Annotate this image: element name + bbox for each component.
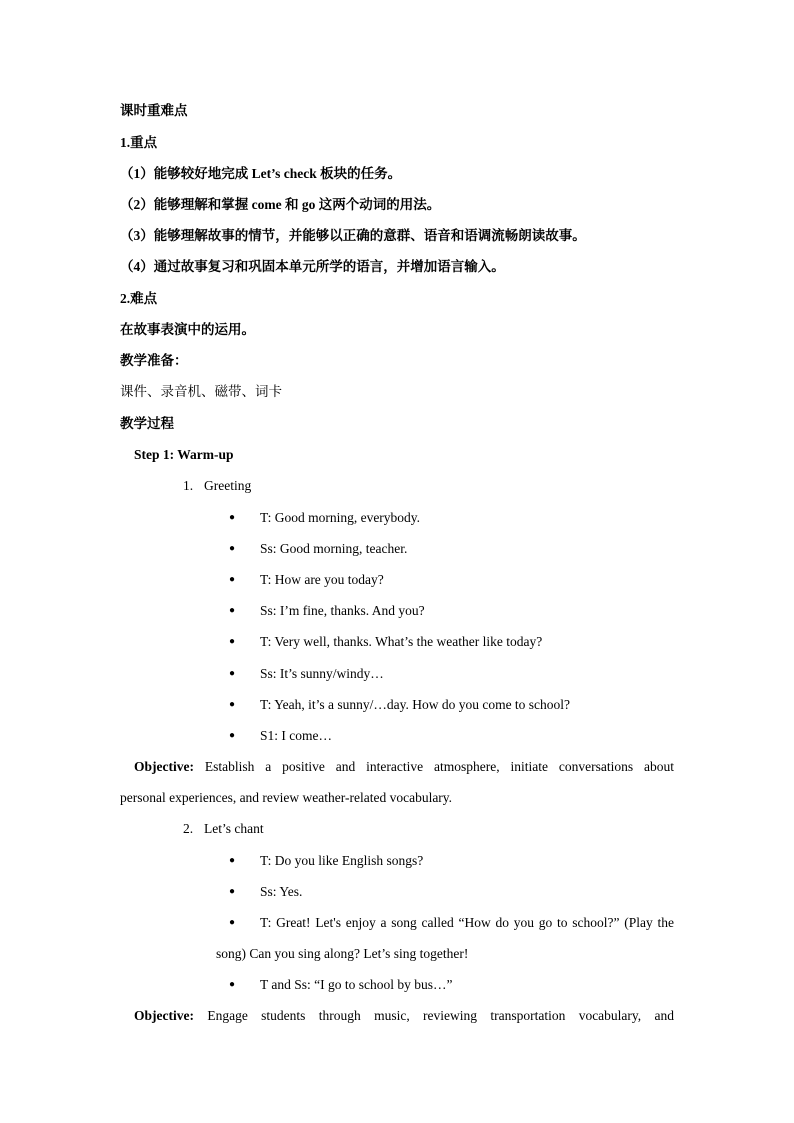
objective-label: Objective: [134, 759, 194, 774]
dialogue-line: T: Yeah, it’s a sunny/…day. How do you come to school? [260, 697, 571, 712]
chant-line: T: Do you like English songs? [260, 853, 424, 868]
key-points-title: 1.重点 [120, 135, 158, 150]
objective2-line1 [134, 1008, 674, 1024]
objective-text: Engage students through music, reviewing transportation vocabulary, and [207, 1008, 674, 1023]
bullet-icon: ● [229, 917, 236, 928]
bullet-icon: ● [229, 855, 236, 866]
objective-text: Establish a positive and interactive atmosphere, initiate conversations about [204, 759, 674, 774]
bullet-icon: ● [229, 636, 236, 647]
difficulty-title: 2.难点 [120, 291, 158, 306]
key-point-2: （2）能够理解和掌握 come 和 go 这两个动词的用法。 [120, 197, 441, 212]
preparation-text: 课件、录音机、磁带、词卡 [120, 384, 282, 399]
bullet-icon: ● [229, 886, 236, 897]
section2-title: Let’s chant [204, 821, 264, 836]
dialogue-line: T: How are you today? [260, 572, 384, 587]
dialogue-line: Ss: Good morning, teacher. [260, 541, 408, 556]
preparation-title: 教学准备： [120, 353, 188, 368]
section2-number: 2. [183, 821, 194, 836]
objective-label: Objective: [134, 1008, 194, 1023]
step1-title: Step 1: Warm-up [134, 447, 234, 462]
bullet-icon: ● [229, 512, 236, 523]
chant-line-wrap: song) Can you sing along? Let’s sing together! [216, 946, 469, 961]
dialogue-line: T: Good morning, everybody. [260, 510, 421, 525]
lesson-focus-heading: 课时重难点 [120, 103, 188, 118]
objective1-line1 [134, 759, 674, 775]
chant-line: Ss: Yes. [260, 884, 303, 899]
chant-line: T and Ss: “I go to school by bus…” [260, 977, 453, 992]
bullet-icon: ● [229, 574, 236, 585]
key-point-4: （4）通过故事复习和巩固本单元所学的语言，并增加语言输入。 [120, 259, 505, 274]
bullet-icon: ● [229, 543, 236, 554]
bullet-icon: ● [229, 730, 236, 741]
bullet-icon: ● [229, 605, 236, 616]
objective1-line2: personal experiences, and review weather-related vocabulary. [120, 790, 453, 805]
dialogue-line: T: Very well, thanks. What’s the weather like today? [260, 634, 543, 649]
process-title: 教学过程 [120, 416, 174, 431]
bullet-icon: ● [229, 668, 236, 679]
dialogue-line: Ss: I’m fine, thanks. And you? [260, 603, 425, 618]
difficulty-text: 在故事表演中的运用。 [120, 322, 255, 337]
bullet-icon: ● [229, 699, 236, 710]
dialogue-line: Ss: It’s sunny/windy… [260, 666, 384, 681]
bullet-icon: ● [229, 979, 236, 990]
section1-title: Greeting [204, 478, 252, 493]
key-point-1: （1）能够较好地完成 Let’s check 板块的任务。 [120, 166, 402, 181]
key-point-3: （3）能够理解故事的情节，并能够以正确的意群、语音和语调流畅朗读故事。 [120, 228, 586, 243]
chant-line: T: Great! Let's enjoy a song called “How do you go to school?” (Play the [260, 915, 674, 930]
section1-number: 1. [183, 478, 194, 493]
dialogue-line: S1: I come… [260, 728, 332, 743]
